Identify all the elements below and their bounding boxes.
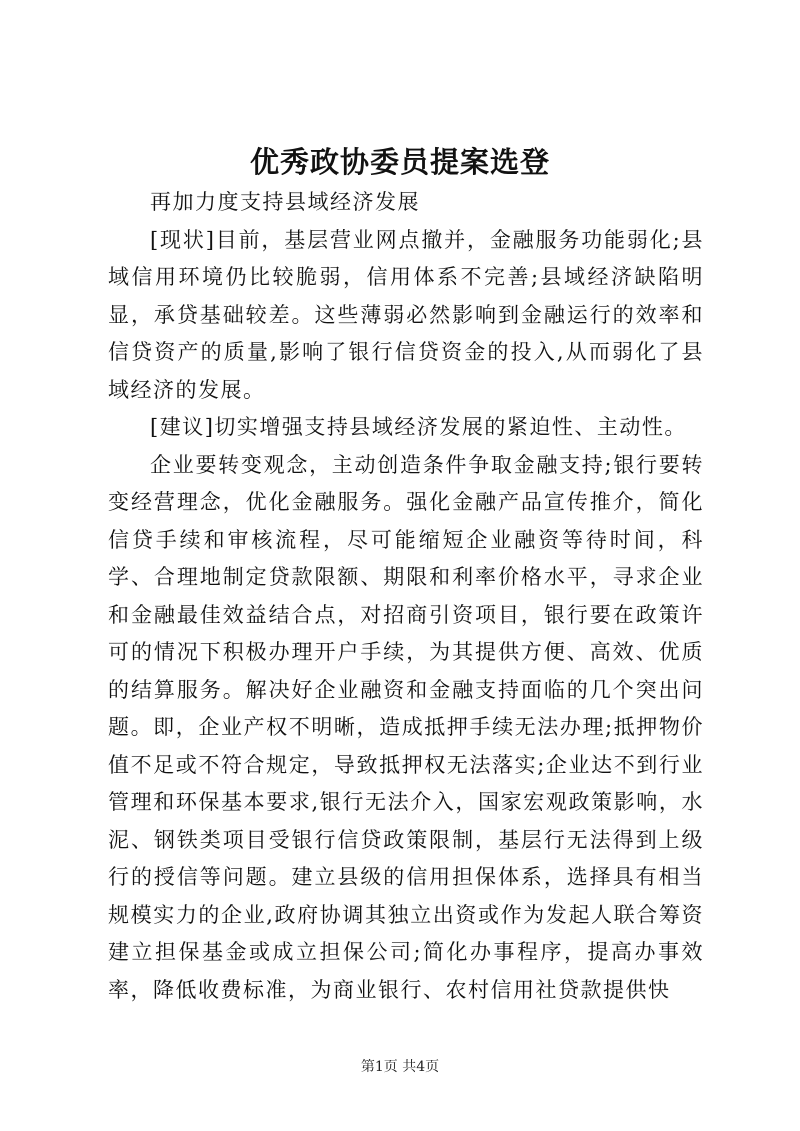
suggestion-paragraph: [建议]切实增强支持县域经济发展的紧迫性、主动性。 [150, 415, 687, 439]
section-heading: 再加力度支持县域经济发展 [150, 190, 420, 214]
page-footer: 第1页 共4页 [360, 1059, 440, 1075]
document-title: 优秀政协委员提案选登 [249, 145, 550, 179]
detail-paragraph: 企业要转变观念，主动创造条件争取金融支持;银行要转变经营理念，优化金融服务。强化金融产品宣传推介，简化信贷手续和审核流程，尽可能缩短企业融资等待时间，科学、合理地制定贷款限额、期限和利率价格水平，寻求企业和金融最佳效益结合点，对招商引资项目，银行要在政策许可的情况下积极办理开户手续，为其提供方便、高效、优质的结算服务。解决好企业融资和金融支持面临的几个突出问题。即，企业产权不明晰，造成抵押手续无法办理;抵押物价值不足或不符合规定，导致抵押权无法落实;企业达不到行业管理和环保基本要求,银行无法介入，国家宏观政策影响，水泥、钢铁类项目受银行信贷政策限制，基层行无法得到上级行的授信等问题。建立县级的信用担保体系，选择具有相当规模实力的企业,政府协调其独立出资或作为发起人联合筹资建立担保基金或成立担保公司;简化办事程序，提高办事效率，降低收费标准，为商业银行、农村信用社贷款提供快 [108, 452, 704, 1002]
status-paragraph: [现状]目前，基层营业网点撤并，金融服务功能弱化;县域信用环境仍比较脆弱，信用体系不完善;县域经济缺陷明显，承贷基础较差。这些薄弱必然影响到金融运行的效率和信贷资产的质量,影响了银行信贷资金的投入,从而弱化了县域经济的发展。 [108, 227, 704, 402]
document-body [108, 184, 704, 1009]
